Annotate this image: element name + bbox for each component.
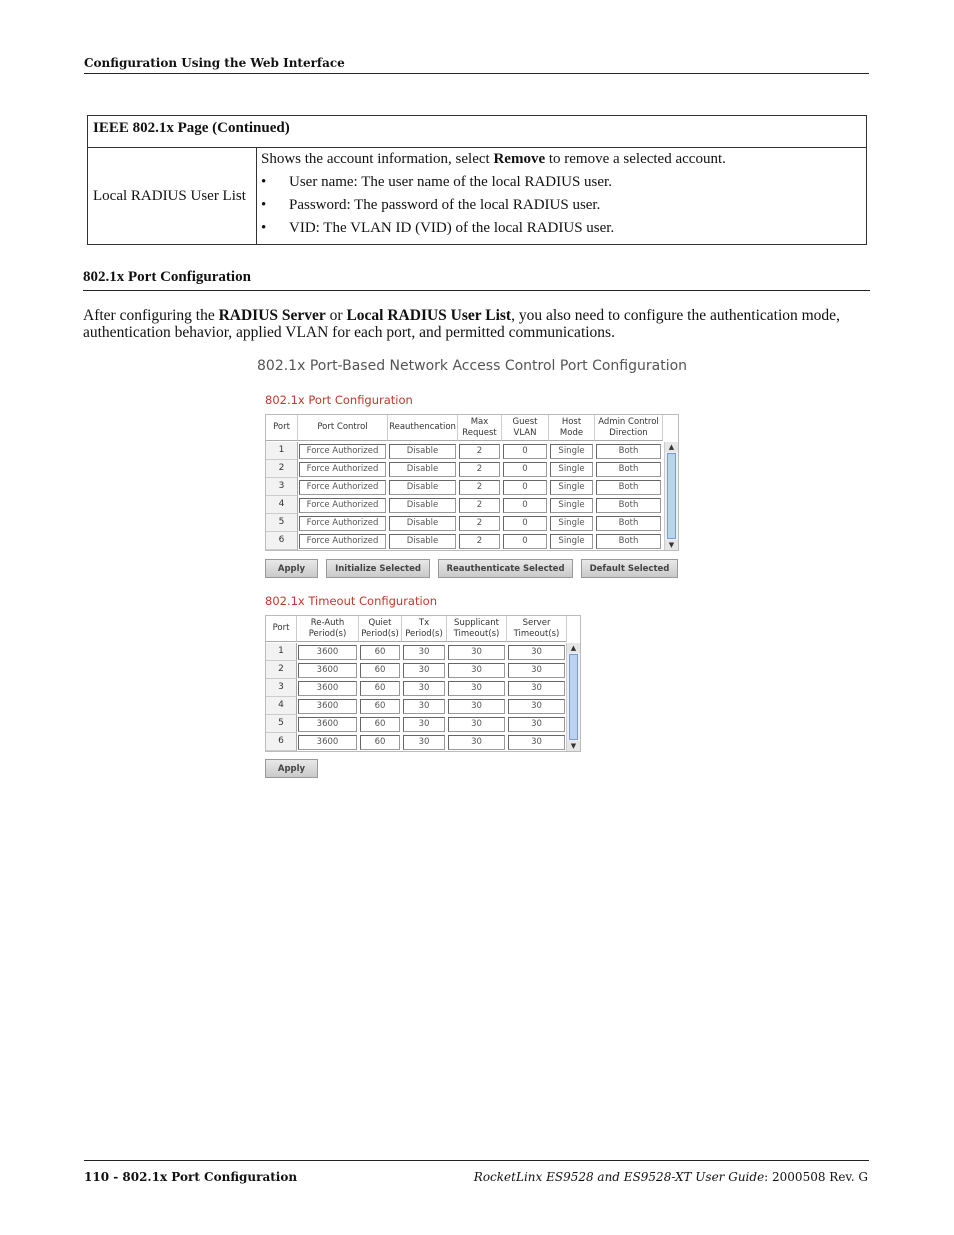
- setting-field[interactable]: 3600: [298, 699, 357, 714]
- bullet-dot: •: [261, 174, 267, 190]
- column-header: Reauthencation: [388, 415, 458, 441]
- setting-field[interactable]: Single: [550, 444, 593, 459]
- intro-text: Shows the account information, select: [261, 151, 494, 167]
- section-rule: [83, 290, 870, 291]
- footer-rule: [84, 1160, 869, 1161]
- reauthenticate-selected-button[interactable]: Reauthenticate Selected: [438, 559, 573, 578]
- setting-field[interactable]: 3600: [298, 681, 357, 696]
- para-text: , you also need to configure the authentication mode, authentication behavior, applied VLAN for each port, and permitted communications.: [83, 307, 840, 341]
- row-intro: [261, 148, 861, 171]
- table-title: IEEE 802.1x Page (Continued): [88, 116, 867, 148]
- column-header: Quiet Period(s): [359, 616, 402, 642]
- setting-field[interactable]: 30: [403, 735, 445, 750]
- setting-field[interactable]: 2: [459, 462, 500, 477]
- column-header: Port Control: [298, 415, 388, 441]
- setting-field[interactable]: 30: [403, 717, 445, 732]
- setting-field[interactable]: Both: [596, 498, 661, 513]
- port-number-cell: 1: [266, 442, 298, 460]
- setting-field[interactable]: Force Authorized: [299, 516, 386, 531]
- setting-field[interactable]: 30: [403, 663, 445, 678]
- setting-field[interactable]: 2: [459, 516, 500, 531]
- timeout-config-title: 802.1x Timeout Configuration: [265, 594, 438, 608]
- port-number-cell: 5: [266, 715, 297, 733]
- ieee-802-1x-table: [87, 115, 867, 245]
- setting-field[interactable]: 0: [503, 534, 547, 549]
- scroll-down-icon[interactable]: ▼: [567, 741, 580, 751]
- column-header: Server Timeout(s): [507, 616, 567, 642]
- timeout-apply-button[interactable]: Apply: [265, 759, 318, 778]
- bullet-item: [261, 171, 861, 194]
- setting-field[interactable]: Single: [550, 462, 593, 477]
- section-heading: 802.1x Port Configuration: [83, 269, 251, 285]
- setting-field[interactable]: Disable: [389, 516, 456, 531]
- row-description: [257, 148, 867, 245]
- setting-field[interactable]: Disable: [389, 462, 456, 477]
- setting-field[interactable]: 0: [503, 516, 547, 531]
- setting-field[interactable]: 3600: [298, 663, 357, 678]
- setting-field[interactable]: 0: [503, 480, 547, 495]
- port-number-cell: 4: [266, 697, 297, 715]
- setting-field[interactable]: Disable: [389, 444, 456, 459]
- setting-field[interactable]: Disable: [389, 480, 456, 495]
- initialize-selected-button[interactable]: Initialize Selected: [326, 559, 430, 578]
- guide-title: RocketLinx ES9528 and ES9528-XT User Guide: [473, 1170, 765, 1184]
- setting-field[interactable]: 30: [448, 681, 505, 696]
- setting-field[interactable]: 3600: [298, 735, 357, 750]
- running-header: Configuration Using the Web Interface: [84, 56, 345, 70]
- setting-field[interactable]: 2: [459, 480, 500, 495]
- setting-field[interactable]: 30: [403, 645, 445, 660]
- scroll-thumb[interactable]: [667, 453, 676, 539]
- port-number-cell: 6: [266, 532, 298, 550]
- setting-field[interactable]: 0: [503, 462, 547, 477]
- port-number-cell: 2: [266, 661, 297, 679]
- setting-field[interactable]: Both: [596, 462, 661, 477]
- scroll-up-icon[interactable]: ▲: [567, 643, 580, 653]
- scroll-down-icon[interactable]: ▼: [665, 540, 678, 550]
- timeout-config-scrollbar[interactable]: [566, 643, 580, 751]
- setting-field[interactable]: Single: [550, 498, 593, 513]
- setting-field[interactable]: 30: [508, 681, 565, 696]
- column-header: Port: [266, 415, 298, 441]
- bullet-text: User name: The user name of the local RADIUS user.: [289, 174, 612, 190]
- setting-field[interactable]: 2: [459, 534, 500, 549]
- column-header: Guest VLAN: [502, 415, 549, 441]
- intro-bold: Remove: [493, 151, 546, 167]
- column-header: Supplicant Timeout(s): [447, 616, 507, 642]
- setting-field[interactable]: 0: [503, 444, 547, 459]
- port-config-scrollbar[interactable]: [664, 442, 678, 550]
- setting-field[interactable]: 30: [448, 735, 505, 750]
- footer-guide-title: [474, 1170, 868, 1184]
- setting-field[interactable]: Both: [596, 480, 661, 495]
- port-number-cell: 1: [266, 643, 297, 661]
- para-text: After configuring the: [83, 307, 219, 324]
- port-config-title: 802.1x Port Configuration: [265, 393, 413, 407]
- setting-field[interactable]: 60: [360, 663, 400, 678]
- header-rule: [84, 73, 869, 74]
- setting-field[interactable]: 30: [508, 735, 565, 750]
- setting-field[interactable]: 30: [508, 699, 565, 714]
- column-header: Re-Auth Period(s): [297, 616, 359, 642]
- port-number-cell: 3: [266, 478, 298, 496]
- bullet-text: VID: The VLAN ID (VID) of the local RADIUS user.: [289, 220, 615, 236]
- setting-field[interactable]: 30: [448, 717, 505, 732]
- para-bold: Local RADIUS User List: [346, 307, 512, 324]
- default-selected-button[interactable]: Default Selected: [581, 559, 678, 578]
- setting-field[interactable]: 30: [508, 717, 565, 732]
- bullet-dot: •: [261, 197, 267, 213]
- para-text: or: [325, 307, 347, 324]
- setting-field[interactable]: 30: [448, 645, 505, 660]
- setting-field[interactable]: 30: [403, 699, 445, 714]
- setting-field[interactable]: 3600: [298, 717, 357, 732]
- column-header: Port: [266, 616, 297, 642]
- column-header: Tx Period(s): [402, 616, 447, 642]
- guide-revision: : 2000508 Rev. G: [764, 1170, 868, 1184]
- para-bold: RADIUS Server: [218, 307, 326, 324]
- column-header: Max Request: [458, 415, 502, 441]
- setting-field[interactable]: Single: [550, 534, 593, 549]
- scroll-thumb[interactable]: [569, 654, 578, 740]
- port-number-cell: 3: [266, 679, 297, 697]
- setting-field[interactable]: Force Authorized: [299, 480, 386, 495]
- row-label: Local RADIUS User List: [88, 148, 257, 245]
- setting-field[interactable]: 60: [360, 681, 400, 696]
- setting-field[interactable]: 2: [459, 498, 500, 513]
- setting-field[interactable]: 60: [360, 699, 400, 714]
- setting-field[interactable]: 2: [459, 444, 500, 459]
- setting-field[interactable]: Force Authorized: [299, 462, 386, 477]
- setting-field[interactable]: 0: [503, 498, 547, 513]
- setting-field[interactable]: Both: [596, 444, 661, 459]
- setting-field[interactable]: 60: [360, 645, 400, 660]
- setting-field[interactable]: 3600: [298, 645, 357, 660]
- setting-field[interactable]: 30: [448, 699, 505, 714]
- port-number-cell: 5: [266, 514, 298, 532]
- scroll-up-icon[interactable]: ▲: [665, 442, 678, 452]
- screenshot-title: 802.1x Port-Based Network Access Control Port Configuration: [257, 358, 688, 374]
- column-header: Admin Control Direction: [595, 415, 663, 441]
- apply-button[interactable]: Apply: [265, 559, 318, 578]
- bullet-item: [261, 194, 861, 217]
- port-number-cell: 2: [266, 460, 298, 478]
- bullet-dot: •: [261, 220, 267, 236]
- setting-field[interactable]: Force Authorized: [299, 444, 386, 459]
- setting-field[interactable]: Single: [550, 516, 593, 531]
- setting-field[interactable]: Force Authorized: [299, 534, 386, 549]
- setting-field[interactable]: 60: [360, 735, 400, 750]
- column-header: Host Mode: [549, 415, 595, 441]
- setting-field[interactable]: 60: [360, 717, 400, 732]
- setting-field[interactable]: 30: [508, 645, 565, 660]
- port-number-cell: 4: [266, 496, 298, 514]
- setting-field[interactable]: Single: [550, 480, 593, 495]
- bullet-text: Password: The password of the local RADIUS user.: [289, 197, 601, 213]
- footer-page-label: 110 - 802.1x Port Configuration: [84, 1170, 298, 1184]
- setting-field[interactable]: Both: [596, 516, 661, 531]
- setting-field[interactable]: 30: [403, 681, 445, 696]
- intro-text-end: to remove a selected account.: [545, 151, 726, 167]
- setting-field[interactable]: Force Authorized: [299, 498, 386, 513]
- setting-field[interactable]: Disable: [389, 534, 456, 549]
- body-paragraph: [83, 307, 873, 341]
- setting-field[interactable]: 30: [448, 663, 505, 678]
- setting-field[interactable]: 30: [508, 663, 565, 678]
- bullet-item: [261, 217, 861, 240]
- setting-field[interactable]: Both: [596, 534, 661, 549]
- port-number-cell: 6: [266, 733, 297, 751]
- setting-field[interactable]: Disable: [389, 498, 456, 513]
